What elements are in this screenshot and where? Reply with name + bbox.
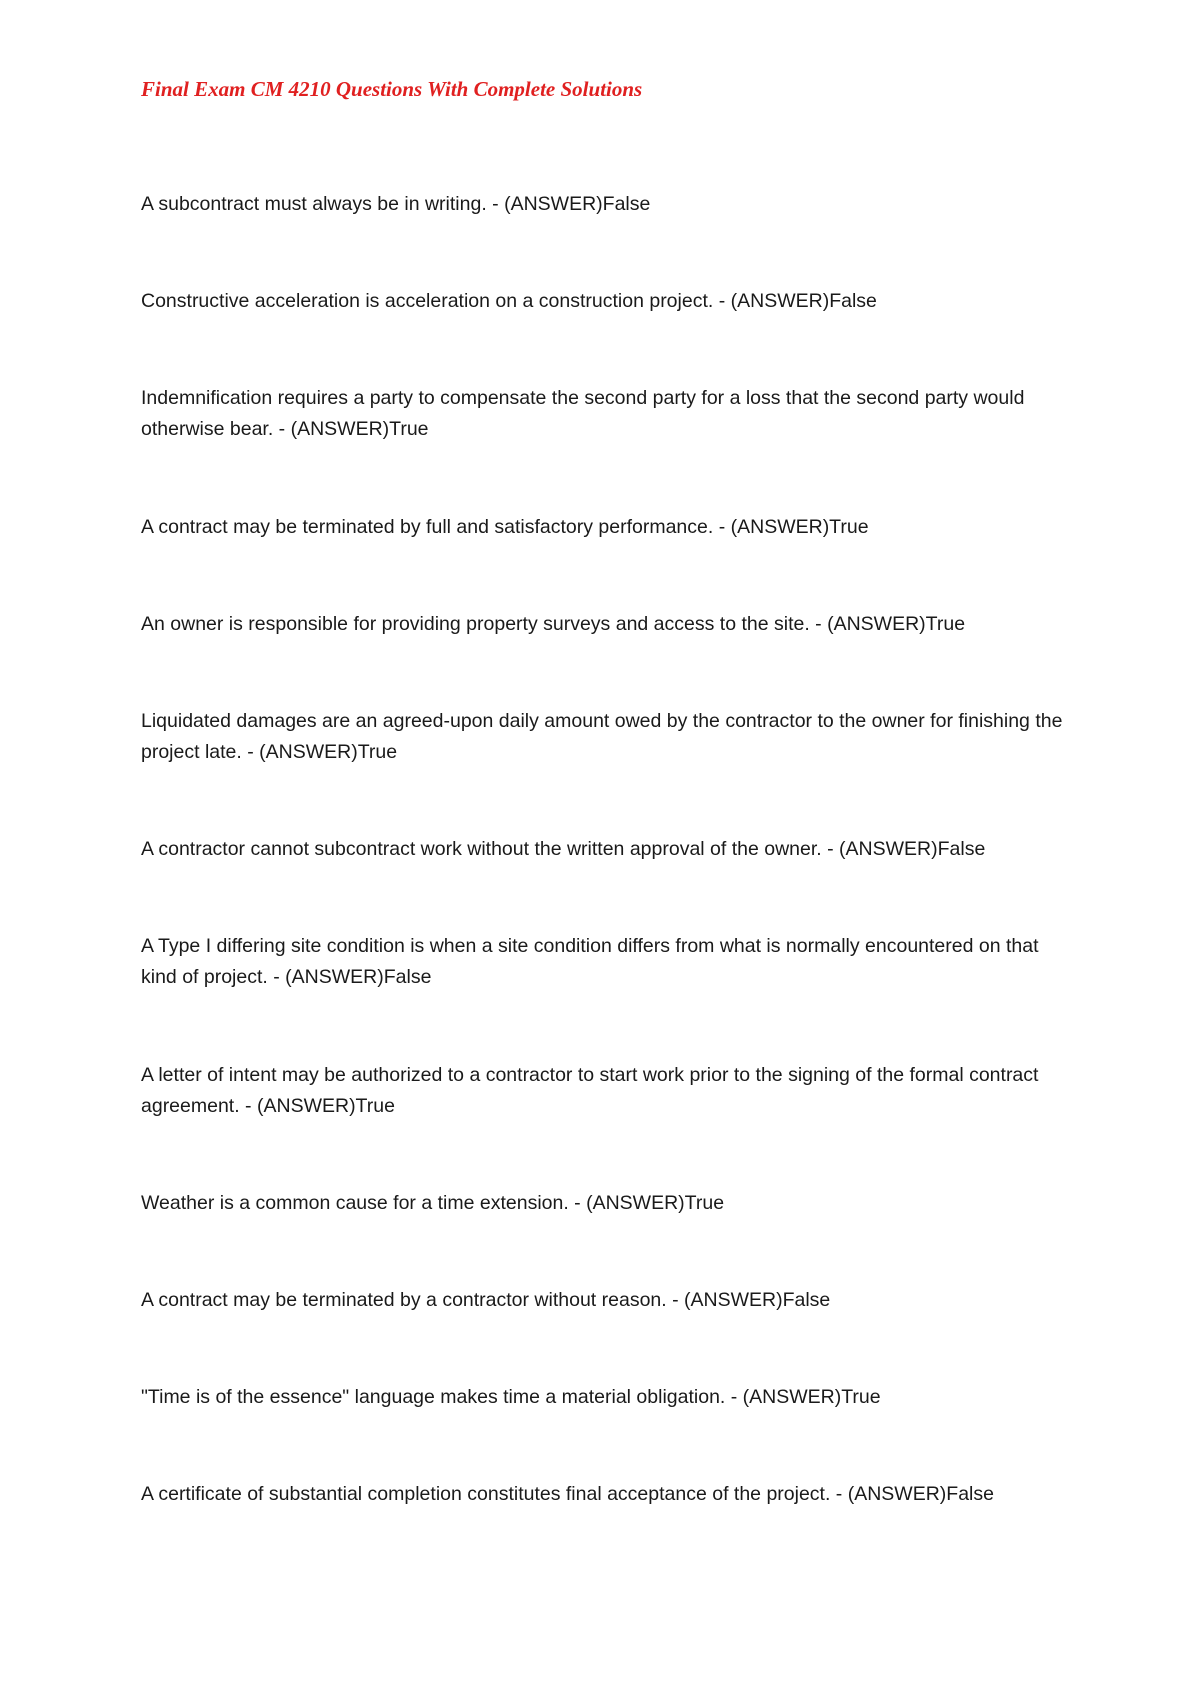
qa-item [141,609,1071,640]
question-text: Constructive acceleration is acceleration on a construction project. - [141,290,726,312]
qa-item [141,931,1071,993]
question-text: "Time is of the essence" language makes time a material obligation. - [141,1386,738,1408]
qa-item [141,706,1071,768]
answer-text: (ANSWER)True [259,741,398,763]
qa-item [141,383,1071,445]
qa-item [141,189,1071,220]
answer-text: (ANSWER)True [730,516,869,538]
answer-text: (ANSWER)True [586,1192,725,1214]
qa-item [141,1285,1071,1316]
qa-item [141,286,1071,317]
question-text: Indemnification requires a party to compensate the second party for a loss that the second party would otherwise bear. - [141,387,1025,440]
question-text: Weather is a common cause for a time extension. - [141,1192,581,1214]
document-title: Final Exam CM 4210 Questions With Complete Solutions [141,77,643,101]
qa-item [141,1060,1071,1122]
qa-item [141,1382,1071,1413]
question-text: A letter of intent may be authorized to a contractor to start work prior to the signing of the formal contract agreement. - [141,1064,1039,1117]
qa-item [141,1188,1071,1219]
answer-text: (ANSWER)False [730,290,877,312]
answer-text: (ANSWER)False [847,1483,994,1505]
answer-text: (ANSWER)True [827,613,966,635]
answer-text: (ANSWER)True [742,1386,881,1408]
question-text: A Type I differing site condition is when a site condition differs from what is normally encountered on that kind of project. - [141,935,1039,988]
answer-text: (ANSWER)True [290,418,429,440]
question-text: A contract may be terminated by a contractor without reason. - [141,1289,679,1311]
question-text: Liquidated damages are an agreed-upon daily amount owed by the contractor to the owner for finishing the project late. - [141,710,1063,763]
answer-text: (ANSWER)True [256,1095,395,1117]
question-text: A contract may be terminated by full and satisfactory performance. - [141,516,726,538]
answer-text: (ANSWER)False [839,838,986,860]
qa-item [141,834,1071,865]
question-text: A certificate of substantial completion constitutes final acceptance of the project. - [141,1483,843,1505]
answer-text: (ANSWER)False [285,966,432,988]
answer-text: (ANSWER)False [684,1289,831,1311]
question-text: A subcontract must always be in writing. - [141,193,499,215]
qa-item [141,512,1071,543]
question-text: A contractor cannot subcontract work without the written approval of the owner. - [141,838,834,860]
question-text: An owner is responsible for providing property surveys and access to the site. - [141,613,822,635]
answer-text: (ANSWER)False [504,193,651,215]
qa-item [141,1479,1071,1510]
